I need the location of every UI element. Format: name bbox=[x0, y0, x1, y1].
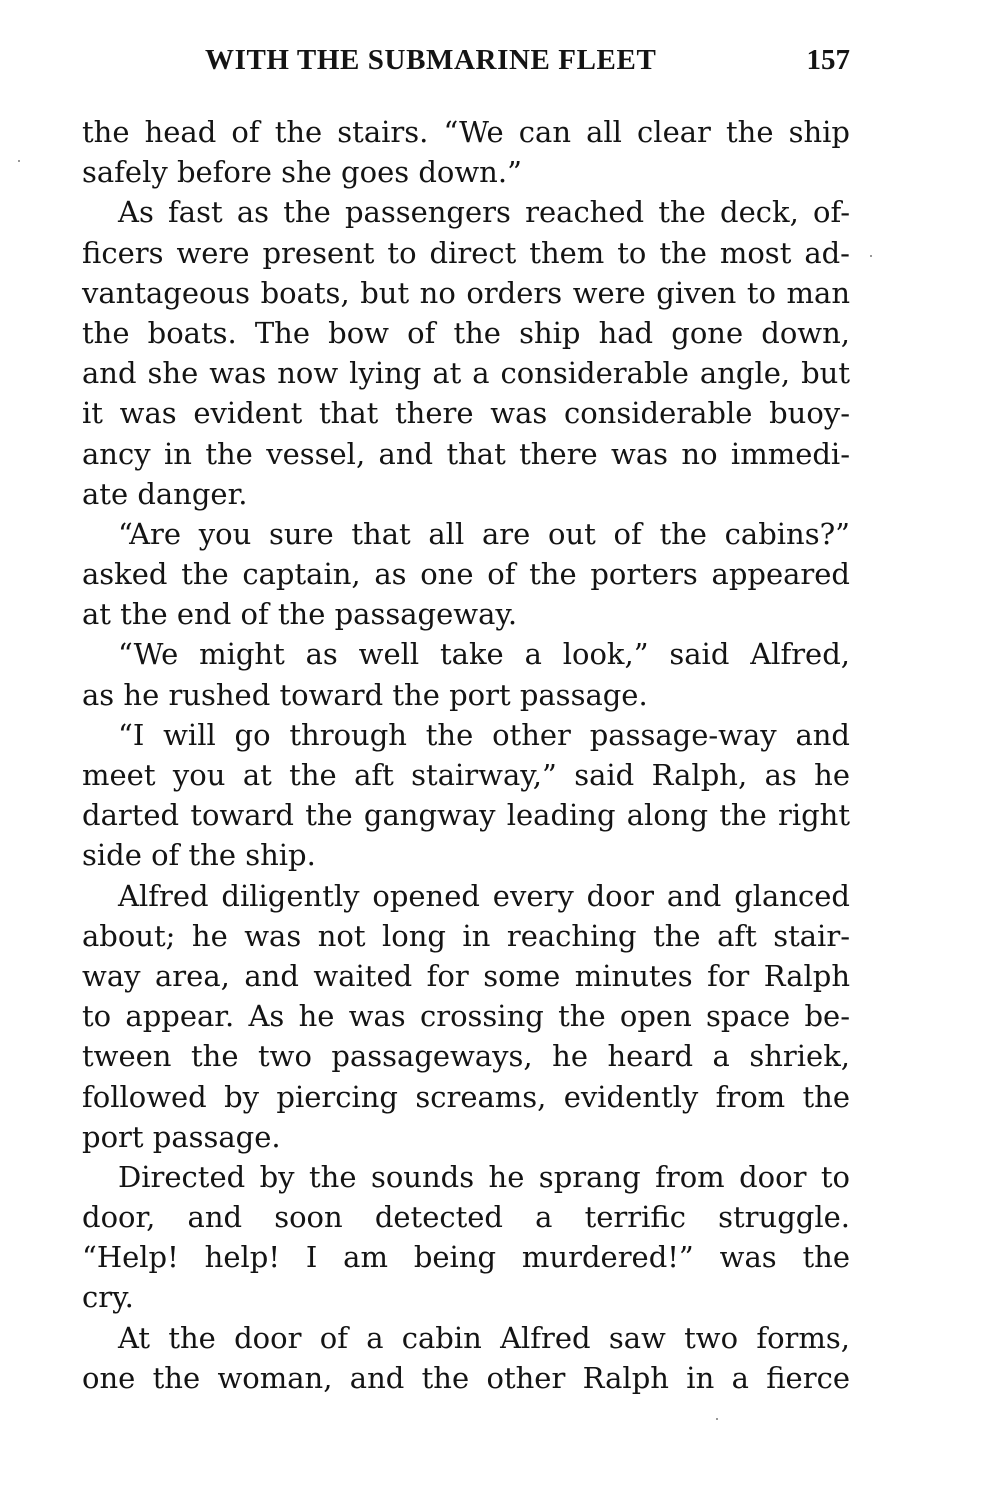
text-line: ficers were present to direct them to the most ad- bbox=[82, 235, 850, 270]
text-line: door, and soon detected a terrific struggle. bbox=[82, 1200, 850, 1235]
body-text bbox=[82, 112, 850, 1398]
text-line: port passage. bbox=[82, 1119, 281, 1154]
text-line: vantageous boats, but no orders were given to man bbox=[82, 275, 850, 310]
text-line: at the end of the passageway. bbox=[82, 597, 518, 632]
page-number: 157 bbox=[806, 44, 850, 76]
text-line: “Are you sure that all are out of the cabins?” bbox=[118, 516, 850, 551]
scan-speck bbox=[716, 1418, 718, 1420]
text-line: it was evident that there was considerable buoy- bbox=[82, 396, 850, 431]
text-line: the head of the stairs. “We can all clear the ship bbox=[82, 115, 850, 149]
text-line: Directed by the sounds he sprang from door to bbox=[118, 1159, 850, 1194]
text-line: Alfred diligently opened every door and glanced bbox=[118, 878, 850, 913]
text-line: As fast as the passengers reached the deck, of- bbox=[118, 195, 850, 230]
text-line: meet you at the aft stairway,” said Ralph, as he bbox=[82, 758, 850, 792]
text-line: darted toward the gangway leading along the right bbox=[82, 798, 850, 833]
scan-speck bbox=[18, 160, 20, 162]
text-line: as he rushed toward the port passage. bbox=[82, 677, 648, 712]
text-line: way area, and waited for some minutes for Ralph bbox=[82, 958, 850, 993]
text-line: ate danger. bbox=[82, 476, 248, 511]
text-line: tween the two passageways, he heard a shriek, bbox=[82, 1039, 850, 1074]
text-line: At the door of a cabin Alfred saw two forms, bbox=[118, 1320, 850, 1355]
text-line: cry. bbox=[82, 1280, 134, 1315]
text-line: the boats. The bow of the ship had gone down, bbox=[82, 315, 850, 350]
text-line: “We might as well take a look,” said Alfred, bbox=[118, 637, 850, 672]
running-title: WITH THE SUBMARINE FLEET bbox=[205, 44, 657, 76]
text-line: side of the ship. bbox=[82, 838, 316, 873]
text-line: safely before she goes down.” bbox=[82, 155, 522, 190]
text-line: about; he was not long in reaching the aft stair- bbox=[82, 918, 850, 953]
scan-speck bbox=[870, 255, 872, 257]
text-line: followed by piercing screams, evidently from the bbox=[82, 1079, 850, 1114]
text-line: one the woman, and the other Ralph in a fierce bbox=[82, 1360, 850, 1395]
text-line: to appear. As he was crossing the open space be- bbox=[82, 999, 850, 1034]
text-line: ancy in the vessel, and that there was no immedi- bbox=[82, 436, 850, 471]
running-head bbox=[205, 44, 850, 84]
text-line: “I will go through the other passage-way and bbox=[118, 717, 850, 752]
text-line: “Help! help! I am being murdered!” was the bbox=[82, 1240, 850, 1275]
text-line: asked the captain, as one of the porters appeared bbox=[82, 557, 850, 592]
text-line: and she was now lying at a considerable angle, but bbox=[82, 356, 850, 391]
